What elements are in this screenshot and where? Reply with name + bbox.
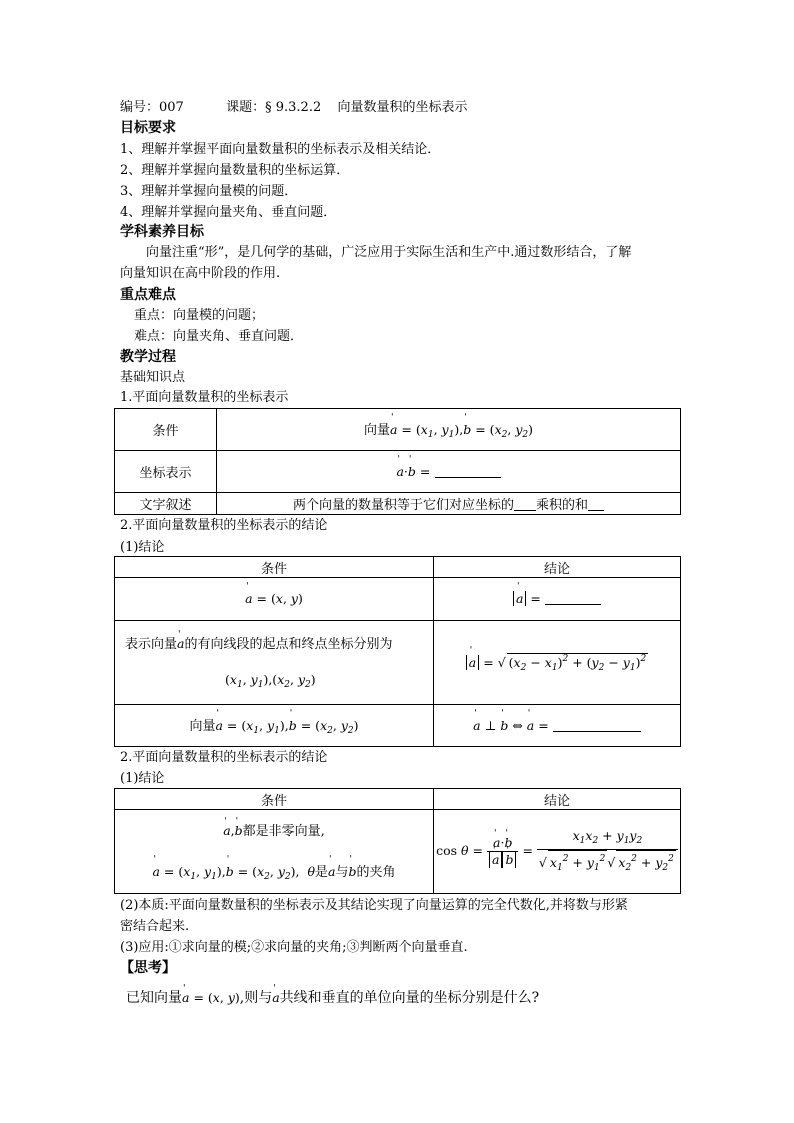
vector-a: ' a xyxy=(177,636,184,651)
question-prefix: 已知向量 xyxy=(126,990,182,1006)
cosine-formula: cos θ = ' a·' b ' a' b = $\frac{x_1x_2 + y_1y_2}{√ x_1^2 + y_1^2 √ x_2^2 + y_2^2}$ xyxy=(436,843,678,858)
condition-formula: ' $a = (x_1$, $y_1),'$ $b = (x_2$, $y_2$) xyxy=(390,422,533,437)
goals-title: 目标要求 xyxy=(120,120,176,136)
dot-product-formula: ' a·' b = xyxy=(396,464,430,479)
vector-b: ' b xyxy=(348,864,356,879)
endpoint-coords: ($x_1$, $y_1),(x_2$, $y_2$) xyxy=(225,672,316,690)
number-label: 编号：007 xyxy=(120,100,184,115)
question-end: 共线和垂直的单位向量的坐标分别是什么? xyxy=(279,990,540,1006)
vector-a: ' a xyxy=(272,990,279,1005)
condition-cell xyxy=(217,409,681,451)
difficult-point: 难点：向量夹角、垂直问题． xyxy=(134,329,304,344)
section3-title: 2.平面向量数量积的坐标表示的结论 xyxy=(120,750,328,765)
distance-formula: ' a = √ $(x_2 - x_1)^2 + (y_2 - y_1)^2$ xyxy=(466,655,648,670)
conclusion-cell xyxy=(434,810,681,894)
angle-text: 的夹角 xyxy=(356,864,396,880)
process-title: 教学过程 xyxy=(120,349,176,365)
goal-item: 3、理解并掌握向量模的问题． xyxy=(120,184,298,199)
condition-cell xyxy=(115,578,434,621)
nonzero-text: 都是非零向量, xyxy=(242,823,325,839)
nature-line1: (2)本质:平面向量数量积的坐标表示及其结论实现了向量运算的完全代数化,并将数与形紧 xyxy=(120,898,628,913)
col-header-conclusion: 结论 xyxy=(434,789,681,810)
text-part-b: 乘积的和 xyxy=(536,498,589,513)
basics-label: 基础知识点 xyxy=(120,370,186,385)
vectors-ab: ' a,' b xyxy=(223,823,242,838)
magnitude-formula: ' a = xyxy=(513,591,541,606)
nature-line2: 密结合起来. xyxy=(120,919,190,934)
perpendicular-formula: ' a ⊥ ' b ⇔ ' a = xyxy=(473,718,549,733)
is-text: 是 xyxy=(314,864,328,880)
answer-blank[interactable] xyxy=(545,604,601,605)
with-text: 与 xyxy=(335,864,349,880)
goal-item: 4、理解并掌握向量夹角、垂直问题． xyxy=(120,205,337,220)
topic-label: 课题：§ 9.3.2.2 xyxy=(226,100,322,115)
section3-sub: (1)结论 xyxy=(120,771,165,786)
row-label-text: 文字叙述 xyxy=(115,493,217,515)
condition-cell xyxy=(115,705,434,747)
condition-prefix: 向量 xyxy=(189,719,216,734)
condition-prefix: 向量 xyxy=(363,423,390,438)
condition-formula: ' $a = (x_1$, $y_1),'$ $b = (x_2$, $y_2$), θ xyxy=(152,864,315,879)
vector-coord-formula: ' a = (x, y) xyxy=(245,591,303,606)
section2-sub: (1)结论 xyxy=(120,540,165,555)
think-title: 【思考】 xyxy=(120,960,176,976)
answer-blank[interactable] xyxy=(588,510,604,511)
condition-cell xyxy=(115,621,434,705)
text-cell xyxy=(217,493,681,515)
answer-blank[interactable] xyxy=(514,510,536,511)
condition-text-a: 表示向量 xyxy=(125,637,178,652)
goal-item: 2、理解并掌握向量数量积的坐标运算． xyxy=(120,163,350,178)
condition-formula: ' $a = (x_1$, $y_1),'$ $b = (x_2$, $y_2$) xyxy=(215,718,358,733)
literacy-text-line2: 向量知识在高中阶段的作用. xyxy=(120,266,281,281)
header-line xyxy=(120,100,468,116)
question-mid: ,则与 xyxy=(239,990,273,1006)
conclusion-cell xyxy=(434,621,681,705)
application-line: (3)应用:①求向量的模;②求向量的夹角;③判断两个向量垂直. xyxy=(120,940,468,955)
key-points-title: 重点难点 xyxy=(120,287,176,303)
section2-title: 2.平面向量数量积的坐标表示的结论 xyxy=(120,518,328,533)
row-label-condition: 条件 xyxy=(115,409,217,451)
conclusion-cell xyxy=(434,578,681,621)
angle-table xyxy=(114,788,681,894)
key-point: 重点：向量模的问题； xyxy=(134,308,265,323)
row-label-coordinate: 坐标表示 xyxy=(115,451,217,493)
topic-title: 向量数量积的坐标表示 xyxy=(337,100,468,115)
think-question xyxy=(126,990,539,1006)
col-header-condition: 条件 xyxy=(115,557,434,578)
coordinate-cell xyxy=(217,451,681,493)
question-formula: ' a = (x, y) xyxy=(182,990,240,1005)
col-header-condition: 条件 xyxy=(115,789,434,810)
literacy-title: 学科素养目标 xyxy=(120,224,204,240)
condition-cell xyxy=(115,810,434,894)
goal-item: 1、理解并掌握平面向量数量积的坐标表示及相关结论． xyxy=(120,142,441,157)
literacy-text-line1: 向量注重“形”，是几何学的基础，广泛应用于实际生活和生产中.通过数形结合，了解 xyxy=(146,245,632,260)
section1-title: 1.平面向量数量积的坐标表示 xyxy=(120,390,289,405)
answer-blank[interactable] xyxy=(435,477,501,478)
coordinate-table xyxy=(114,408,681,515)
condition-text-b: 的有向线段的起点和终点坐标分别为 xyxy=(184,637,393,652)
conclusion-cell xyxy=(434,705,681,747)
col-header-conclusion: 结论 xyxy=(434,557,681,578)
vector-a: ' a xyxy=(328,864,335,879)
text-part-a: 两个向量的数量积等于它们对应坐标的 xyxy=(292,498,514,513)
answer-blank[interactable] xyxy=(553,731,641,732)
conclusion-table xyxy=(114,556,681,747)
